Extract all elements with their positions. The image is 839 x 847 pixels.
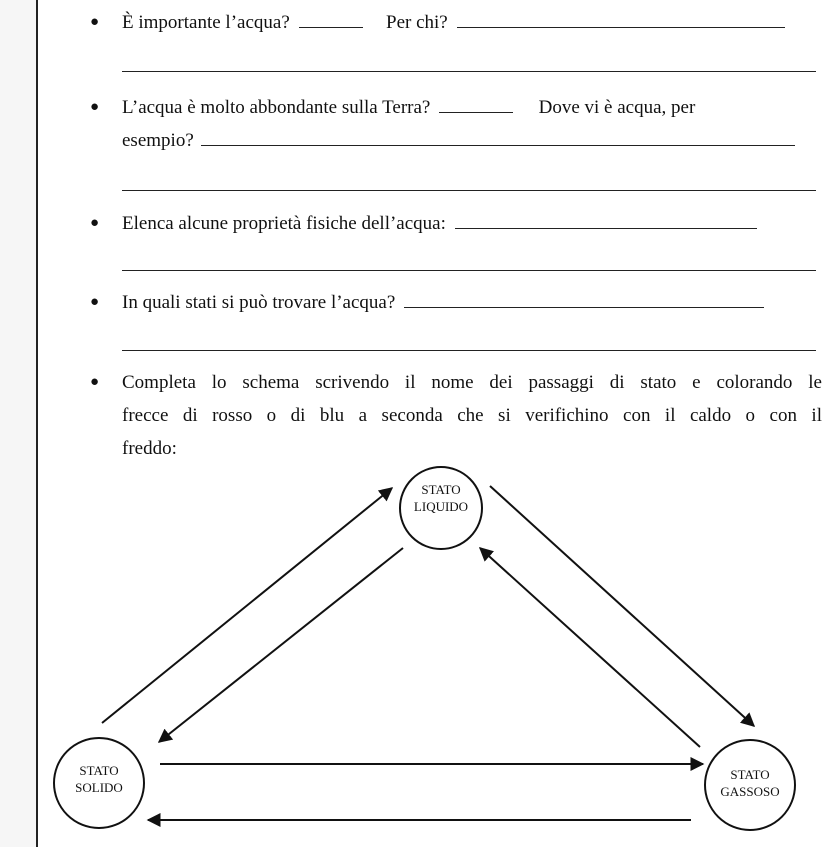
bullet-5: ●	[90, 374, 100, 390]
bullet-2: ●	[90, 99, 100, 115]
question-3-text: Elenca alcune proprietà fisiche dell’acqua:	[122, 213, 446, 234]
question-5-line-3: freddo:	[122, 438, 177, 459]
question-1-text-b: Per chi?	[386, 12, 448, 33]
bullet-4: ●	[90, 294, 100, 310]
worksheet-page	[36, 0, 839, 847]
arrow-solid-to-liquid[interactable]	[102, 488, 392, 723]
question-4-text: In quali stati si può trovare l’acqua?	[122, 292, 396, 313]
liquid-label-line-1: STATO	[421, 482, 461, 497]
gas-label-line-2: GASSOSO	[720, 784, 780, 799]
bullet-3: ●	[90, 215, 100, 231]
question-2-text-c: esempio?	[122, 130, 194, 151]
gas-label-line-1: STATO	[730, 767, 770, 782]
solid-label-line-2: SOLIDO	[75, 780, 123, 795]
question-5-line-2: frecce di rosso o di blu a seconda che si verifichino con il caldo o con il	[122, 405, 822, 426]
question-2-text-b: Dove vi è acqua, per	[538, 97, 696, 118]
liquid-label-line-2: LIQUIDO	[413, 499, 469, 514]
gas-state-node	[705, 740, 795, 830]
liquid-state-node	[400, 467, 482, 549]
bullet-1: ●	[90, 14, 100, 30]
state-change-diagram	[38, 0, 839, 847]
question-2-text-a: L’acqua è molto abbondante sulla Terra?	[122, 97, 431, 118]
question-5-line-1: Completa lo schema scrivendo il nome dei passaggi di stato e colorando le	[122, 372, 822, 393]
arrow-liquid-to-gas[interactable]	[490, 486, 754, 726]
solid-state-node	[54, 738, 144, 828]
question-1-text-a: È importante l’acqua?	[122, 12, 290, 33]
solid-label-line-1: STATO	[79, 763, 119, 778]
